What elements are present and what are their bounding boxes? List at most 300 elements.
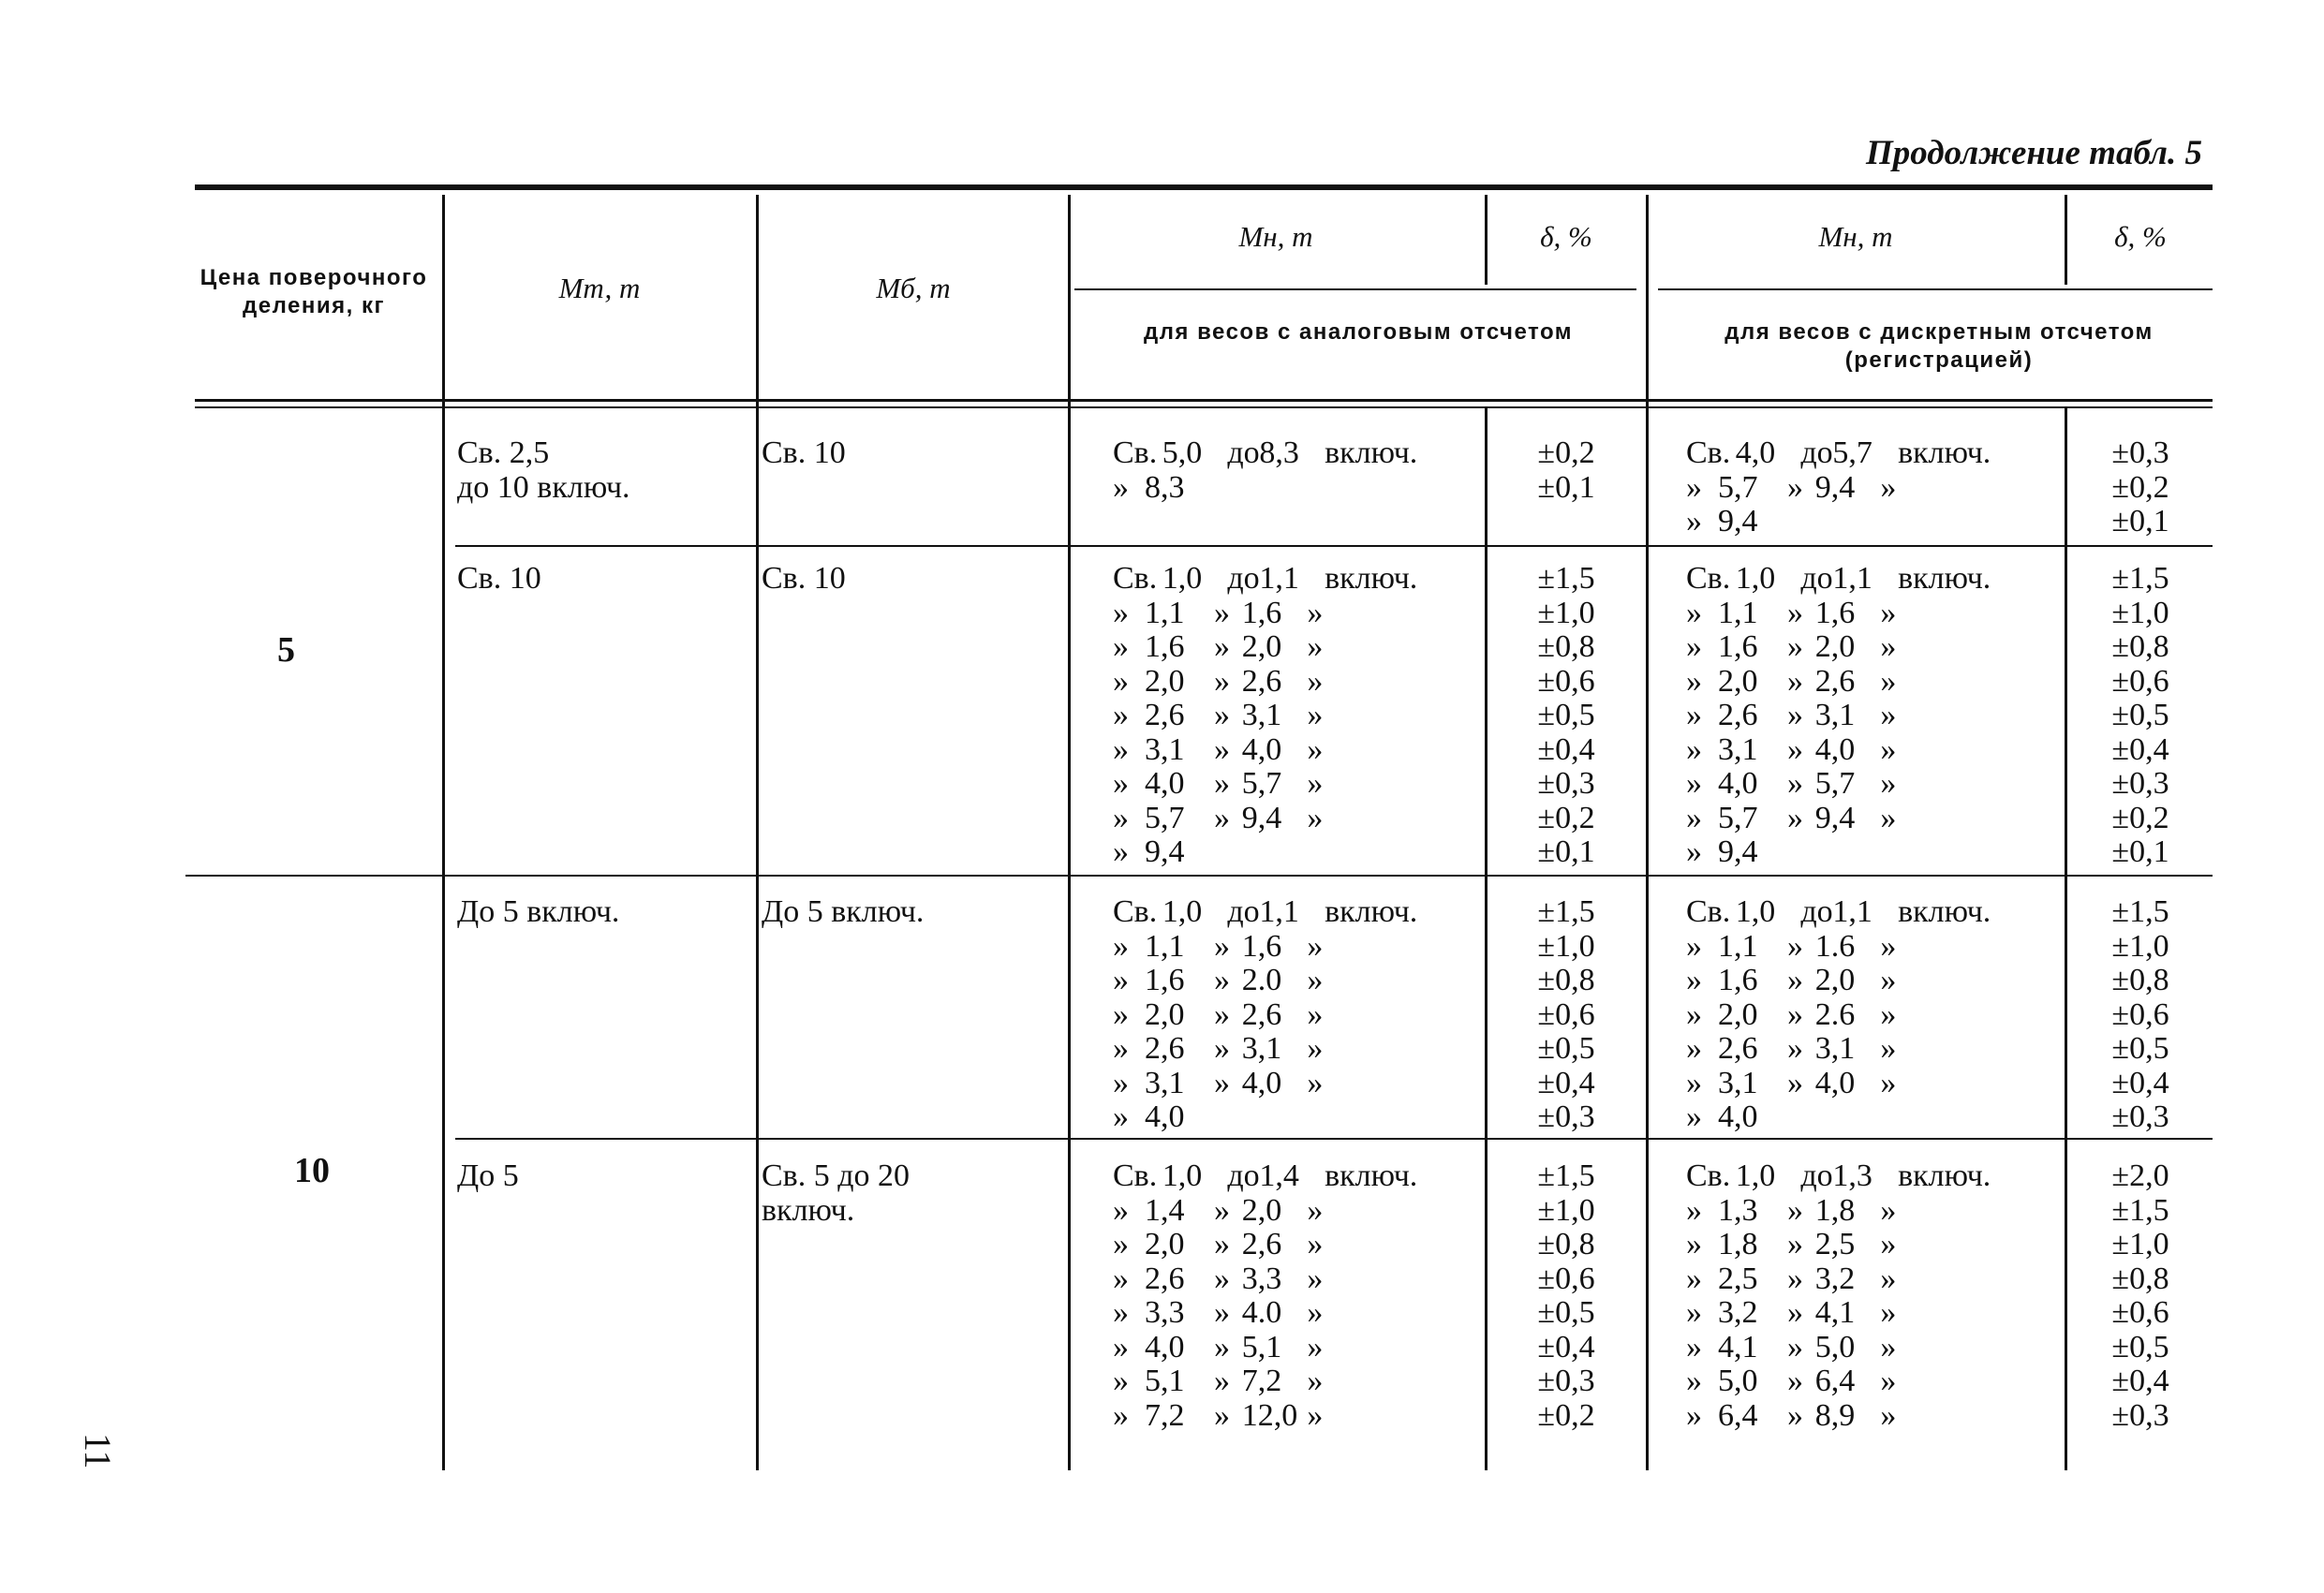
range-part: 4.0	[1241, 1295, 1282, 1330]
analog-delta-value: ±1,5	[1537, 561, 1595, 596]
discrete-mn-range	[1686, 1067, 1991, 1101]
discrete-mn-range	[1686, 1228, 1991, 1262]
range-part: 12,0	[1241, 1397, 1298, 1433]
discrete-delta-value: ±0,6	[2111, 663, 2169, 699]
range-part: 5,7	[1814, 766, 1856, 801]
range-part: »	[1686, 504, 1702, 538]
discrete-delta-cell	[2070, 436, 2211, 539]
range-part: »	[1686, 1261, 1702, 1296]
range-part: »	[1880, 663, 1897, 699]
range-part: 1,6	[1145, 629, 1185, 664]
analog-mn-range	[1113, 1296, 1417, 1331]
analog-delta-value: ±0,3	[1537, 1364, 1595, 1398]
range-part: до	[1800, 561, 1833, 596]
discrete-mn-range	[1686, 1331, 1991, 1365]
analog-mn-range	[1113, 964, 1417, 998]
range-part: »	[1686, 1364, 1702, 1398]
discrete-delta-value: ±0,4	[2111, 731, 2169, 767]
range-part: »	[1113, 1192, 1129, 1228]
range-part: »	[1213, 963, 1230, 997]
analog-delta-cell	[1491, 562, 1641, 870]
range-part: »	[1113, 800, 1129, 835]
col-divider-3	[1068, 195, 1071, 1470]
range-part: Св.	[1113, 894, 1158, 929]
analog-mn-range	[1113, 1100, 1417, 1135]
header-mid-rule-discrete	[1658, 288, 2213, 290]
header-group-analog: для весов с аналоговым отсчетом	[1143, 319, 1574, 345]
range-part: »	[1880, 1261, 1897, 1296]
range-part: »	[1880, 629, 1897, 664]
range-part: »	[1786, 1364, 1803, 1398]
analog-mn-range	[1113, 1194, 1417, 1229]
range-part: »	[1786, 1397, 1803, 1433]
analog-mn-range	[1113, 998, 1417, 1033]
analog-delta-value: ±0,1	[1537, 834, 1595, 869]
range-part: 1,4	[1259, 1158, 1299, 1193]
range-part: 5,7	[1718, 469, 1758, 505]
mb-cell	[762, 895, 924, 930]
header-mid-rule-analog	[1074, 288, 1636, 290]
discrete-delta-value: ±0,4	[2111, 1065, 2169, 1100]
range-part: »	[1213, 731, 1230, 767]
discrete-delta-value: ±2,0	[2111, 1158, 2169, 1193]
range-part: »	[1686, 834, 1702, 869]
discrete-delta-value: ±1,0	[2111, 595, 2169, 630]
range-part: »	[1686, 1065, 1702, 1100]
range-part: »	[1880, 595, 1897, 630]
range-part: »	[1307, 1227, 1324, 1261]
analog-mn-range	[1113, 1399, 1417, 1434]
discrete-delta-value: ±0,5	[2111, 1031, 2169, 1066]
range-part: до	[1800, 435, 1833, 470]
range-part: 4,0	[1145, 1329, 1185, 1364]
range-part: 3,3	[1145, 1295, 1185, 1330]
range-part: 4,0	[1814, 731, 1856, 767]
discrete-delta-value: ±0,8	[2111, 1261, 2169, 1296]
discrete-delta-value: ±0,3	[2111, 1397, 2169, 1433]
range-part: 5,0	[1718, 1364, 1758, 1398]
discrete-mn-range	[1686, 1262, 1991, 1297]
range-part: 2,6	[1241, 996, 1282, 1032]
range-part: 2,6	[1241, 663, 1282, 699]
range-part: »	[1880, 1192, 1897, 1228]
range-part: »	[1786, 1065, 1803, 1100]
range-part: »	[1213, 766, 1230, 801]
range-part: 9,4	[1241, 800, 1282, 835]
range-part: »	[1307, 1065, 1324, 1100]
analog-delta-value: ±0,6	[1537, 1261, 1595, 1296]
range-part: 1,6	[1145, 963, 1185, 997]
range-part: 8,9	[1814, 1397, 1856, 1433]
analog-mn-cell	[1113, 436, 1417, 505]
range-part: 4,0	[1241, 1065, 1282, 1100]
analog-mn-range	[1113, 1159, 1417, 1194]
range-part: 2,6	[1814, 663, 1856, 699]
range-part: »	[1213, 1329, 1230, 1364]
analog-mn-range	[1113, 802, 1417, 836]
range-part: до	[1227, 894, 1260, 929]
range-part: »	[1213, 928, 1230, 964]
analog-mn-range	[1113, 562, 1417, 597]
range-part: »	[1686, 731, 1702, 767]
range-part: включ.	[1325, 561, 1418, 596]
analog-delta-value: ±0,8	[1537, 1227, 1595, 1261]
discrete-mn-range	[1686, 895, 1991, 930]
range-part: 3,1	[1814, 698, 1856, 732]
range-part: 2,0	[1241, 629, 1282, 664]
mt-line: Св. 2,5	[457, 435, 550, 470]
range-part: 4,0	[1145, 766, 1185, 801]
range-part: 2,5	[1718, 1261, 1758, 1296]
range-part: 3,1	[1718, 1065, 1758, 1100]
discrete-delta-value: ±0,3	[2111, 766, 2169, 801]
range-part: 3,1	[1241, 1031, 1282, 1066]
range-part: 1,8	[1814, 1192, 1856, 1228]
range-part: 6,4	[1718, 1397, 1758, 1433]
range-part: 2,0	[1145, 663, 1185, 699]
header-delta-analog: δ, %	[1540, 220, 1592, 253]
range-part: »	[1113, 996, 1129, 1032]
range-part: »	[1113, 834, 1129, 869]
range-part: 4,0	[1718, 1099, 1758, 1134]
discrete-mn-range	[1686, 998, 1991, 1033]
range-part: 4,0	[1735, 435, 1776, 470]
mb-cell	[762, 1159, 910, 1228]
range-part: 1,0	[1162, 894, 1203, 929]
discrete-delta-value: ±0,4	[2111, 1364, 2169, 1398]
discrete-mn-range	[1686, 505, 1991, 539]
range-part: »	[1880, 698, 1897, 732]
range-part: 2,0	[1718, 663, 1758, 699]
range-part: 4,0	[1718, 766, 1758, 801]
discrete-mn-cell	[1686, 562, 1991, 870]
range-part: 2,0	[1718, 996, 1758, 1032]
range-part: 7,2	[1241, 1364, 1282, 1398]
range-part: »	[1113, 1329, 1129, 1364]
discrete-delta-value: ±0,2	[2111, 469, 2169, 505]
discrete-delta-value: ±1,5	[2111, 894, 2169, 929]
discrete-mn-cell	[1686, 895, 1991, 1135]
analog-delta-cell	[1491, 895, 1641, 1135]
range-part: »	[1786, 663, 1803, 699]
range-part: »	[1113, 1295, 1129, 1330]
range-part: 2,6	[1241, 1227, 1282, 1261]
range-part: »	[1880, 1295, 1897, 1330]
range-part: »	[1307, 1397, 1324, 1433]
range-part: 1.6	[1814, 928, 1856, 964]
discrete-delta-value: ±0,6	[2111, 996, 2169, 1032]
analog-delta-value: ±1,0	[1537, 928, 1595, 964]
range-part: 2,0	[1814, 629, 1856, 664]
discrete-mn-range	[1686, 665, 1991, 700]
range-part: »	[1307, 731, 1324, 767]
range-part: »	[1213, 1192, 1230, 1228]
range-part: 3,1	[1814, 1031, 1856, 1066]
range-part: 3,1	[1145, 731, 1185, 767]
range-part: 2,6	[1718, 1031, 1758, 1066]
range-part: 1,1	[1832, 561, 1873, 596]
range-part: »	[1686, 1295, 1702, 1330]
range-part: до	[1227, 435, 1260, 470]
range-part: »	[1686, 800, 1702, 835]
mb-line: включ.	[762, 1192, 855, 1228]
range-part: 1,4	[1145, 1192, 1185, 1228]
range-part: 2,6	[1718, 698, 1758, 732]
analog-mn-range	[1113, 1331, 1417, 1365]
range-part: »	[1686, 766, 1702, 801]
range-part: »	[1213, 595, 1230, 630]
analog-delta-value: ±0,2	[1537, 800, 1595, 835]
range-part: »	[1213, 1364, 1230, 1398]
col-divider-1	[442, 195, 445, 1470]
range-part: 2,0	[1145, 1227, 1185, 1261]
range-part: включ.	[1898, 435, 1991, 470]
analog-mn-range	[1113, 835, 1417, 870]
range-part: »	[1113, 469, 1129, 505]
range-part: »	[1786, 1192, 1803, 1228]
mt-line: Св. 10	[457, 561, 541, 596]
col-divider-5	[1646, 195, 1649, 1470]
row-sep-1	[455, 545, 2213, 547]
price-value-10: 10	[294, 1151, 330, 1190]
header-mb: Мб, т	[876, 272, 951, 304]
discrete-delta-value: ±0,6	[2111, 1295, 2169, 1330]
range-part: до	[1800, 1158, 1833, 1193]
range-part: 4,1	[1814, 1295, 1856, 1330]
range-part: включ.	[1325, 894, 1418, 929]
analog-delta-value: ±1,5	[1537, 894, 1595, 929]
range-part: »	[1786, 928, 1803, 964]
analog-delta-value: ±0,8	[1537, 629, 1595, 664]
range-part: »	[1686, 469, 1702, 505]
range-part: до	[1227, 561, 1260, 596]
range-part: 5,1	[1145, 1364, 1185, 1398]
range-part: »	[1213, 800, 1230, 835]
range-part: 1,1	[1832, 894, 1873, 929]
range-part: »	[1686, 595, 1702, 630]
discrete-mn-range	[1686, 630, 1991, 665]
range-part: Св.	[1686, 561, 1731, 596]
analog-delta-value: ±0,8	[1537, 963, 1595, 997]
range-part: »	[1307, 800, 1324, 835]
range-part: включ.	[1898, 561, 1991, 596]
range-part: »	[1880, 469, 1897, 505]
discrete-mn-range	[1686, 802, 1991, 836]
analog-mn-range	[1113, 1262, 1417, 1297]
table-caption: Продолжение табл. 5	[1866, 134, 2202, 172]
range-part: »	[1113, 595, 1129, 630]
discrete-delta-value: ±0,8	[2111, 629, 2169, 664]
discrete-mn-range	[1686, 964, 1991, 998]
range-part: 5,7	[1832, 435, 1873, 470]
price-value-5: 5	[277, 630, 295, 670]
analog-mn-range	[1113, 895, 1417, 930]
range-part: »	[1786, 698, 1803, 732]
range-part: 3,2	[1718, 1295, 1758, 1330]
discrete-mn-range	[1686, 1032, 1991, 1067]
analog-delta-value: ±0,5	[1537, 698, 1595, 732]
analog-delta-cell	[1491, 436, 1641, 505]
range-part: включ.	[1898, 894, 1991, 929]
range-part: 3,1	[1718, 731, 1758, 767]
range-part: 4,0	[1241, 731, 1282, 767]
range-part: »	[1307, 996, 1324, 1032]
analog-mn-cell	[1113, 895, 1417, 1135]
analog-delta-value: ±0,6	[1537, 996, 1595, 1032]
range-part: 1,1	[1145, 595, 1185, 630]
range-part: »	[1786, 1261, 1803, 1296]
analog-mn-range	[1113, 699, 1417, 733]
range-part: 5,1	[1241, 1329, 1282, 1364]
range-part: 1,1	[1718, 928, 1758, 964]
discrete-delta-value: ±0,1	[2111, 834, 2169, 869]
mb-line: Св. 5 до 20	[762, 1158, 910, 1193]
range-part: »	[1213, 1031, 1230, 1066]
range-part: 5,7	[1241, 766, 1282, 801]
mt-cell	[457, 436, 630, 505]
discrete-delta-value: ±0,3	[2111, 435, 2169, 470]
range-part: 9,4	[1814, 800, 1856, 835]
range-part: »	[1786, 963, 1803, 997]
analog-delta-value: ±0,2	[1537, 435, 1595, 470]
analog-delta-value: ±1,5	[1537, 1158, 1595, 1193]
range-part: »	[1213, 698, 1230, 732]
range-part: 1,1	[1259, 561, 1299, 596]
range-part: 1,3	[1718, 1192, 1758, 1228]
range-part: »	[1307, 1364, 1324, 1398]
mb-cell	[762, 562, 846, 597]
range-part: »	[1686, 698, 1702, 732]
range-part: 1,0	[1735, 894, 1776, 929]
mt-cell	[457, 895, 619, 930]
discrete-delta-value: ±0,5	[2111, 698, 2169, 732]
range-part: »	[1113, 1099, 1129, 1134]
discrete-mn-range	[1686, 562, 1991, 597]
range-part: 5,7	[1145, 800, 1185, 835]
range-part: 3,2	[1814, 1261, 1856, 1296]
range-part: »	[1213, 1261, 1230, 1296]
range-part: »	[1786, 1329, 1803, 1364]
mt-line: До 5 включ.	[457, 894, 620, 929]
mb-line: До 5 включ.	[762, 894, 925, 929]
mt-line: до 10 включ.	[457, 469, 630, 505]
range-part: 5,7	[1718, 800, 1758, 835]
range-part: включ.	[1898, 1158, 1991, 1193]
analog-mn-range	[1113, 733, 1417, 768]
analog-mn-cell	[1113, 1159, 1417, 1433]
range-part: 9,4	[1145, 834, 1185, 869]
range-part: »	[1880, 1031, 1897, 1066]
range-part: 1,6	[1241, 595, 1282, 630]
range-part: »	[1113, 928, 1129, 964]
range-part: »	[1880, 1329, 1897, 1364]
range-part: 1,6	[1718, 629, 1758, 664]
range-part: 2.0	[1241, 963, 1282, 997]
range-part: »	[1786, 595, 1803, 630]
discrete-delta-value: ±1,0	[2111, 928, 2169, 964]
analog-mn-range	[1113, 1067, 1417, 1101]
range-part: »	[1786, 731, 1803, 767]
range-part: 1,3	[1832, 1158, 1873, 1193]
range-part: 8,3	[1259, 435, 1299, 470]
range-part: »	[1307, 595, 1324, 630]
col-divider-4b	[1485, 408, 1488, 1470]
col-divider-4	[1485, 195, 1488, 285]
mb-line: Св. 10	[762, 561, 846, 596]
range-part: »	[1113, 731, 1129, 767]
analog-mn-range	[1113, 665, 1417, 700]
row-sep-3	[455, 1138, 2213, 1140]
discrete-delta-value: ±0,1	[2111, 504, 2169, 538]
range-part: »	[1880, 766, 1897, 801]
discrete-mn-cell	[1686, 436, 1991, 539]
discrete-delta-value: ±0,2	[2111, 800, 2169, 835]
analog-mn-range	[1113, 1228, 1417, 1262]
discrete-mn-range	[1686, 930, 1991, 965]
discrete-mn-range	[1686, 1399, 1991, 1434]
analog-delta-value: ±0,4	[1537, 1329, 1595, 1364]
range-part: »	[1880, 963, 1897, 997]
range-part: 3,3	[1241, 1261, 1282, 1296]
range-part: 1,6	[1718, 963, 1758, 997]
mb-line: Св. 10	[762, 435, 846, 470]
range-part: »	[1686, 1227, 1702, 1261]
range-part: »	[1880, 996, 1897, 1032]
range-part: »	[1686, 1329, 1702, 1364]
discrete-delta-cell	[2070, 562, 2211, 870]
analog-delta-cell	[1491, 1159, 1641, 1433]
range-part: »	[1113, 1065, 1129, 1100]
range-part: 2,5	[1814, 1227, 1856, 1261]
analog-delta-value: ±0,4	[1537, 731, 1595, 767]
range-part: »	[1307, 963, 1324, 997]
range-part: 1,0	[1162, 561, 1203, 596]
range-part: »	[1113, 963, 1129, 997]
range-part: »	[1786, 1227, 1803, 1261]
range-part: 1,1	[1718, 595, 1758, 630]
range-part: до	[1800, 894, 1833, 929]
discrete-delta-value: ±1,5	[2111, 1192, 2169, 1228]
row-sep-2	[185, 875, 2213, 877]
analog-delta-value: ±1,0	[1537, 595, 1595, 630]
analog-mn-range	[1113, 597, 1417, 631]
range-part: »	[1307, 698, 1324, 732]
range-part: »	[1307, 1295, 1324, 1330]
range-part: »	[1113, 1261, 1129, 1296]
header-delta-discrete: δ, %	[2114, 220, 2167, 253]
range-part: »	[1113, 629, 1129, 664]
range-part: »	[1307, 1329, 1324, 1364]
analog-delta-value: ±0,2	[1537, 1397, 1595, 1433]
discrete-mn-range	[1686, 597, 1991, 631]
range-part: »	[1307, 663, 1324, 699]
discrete-delta-value: ±0,8	[2111, 963, 2169, 997]
range-part: »	[1307, 1031, 1324, 1066]
analog-mn-range	[1113, 1364, 1417, 1399]
discrete-mn-range	[1686, 1194, 1991, 1229]
range-part: »	[1786, 1031, 1803, 1066]
range-part: »	[1307, 766, 1324, 801]
range-part: »	[1686, 1099, 1702, 1134]
header-mt: Мт, т	[558, 272, 641, 304]
range-part: 3,1	[1145, 1065, 1185, 1100]
range-part: 1,0	[1162, 1158, 1203, 1193]
range-part: »	[1880, 1397, 1897, 1433]
range-part: Св.	[1686, 1158, 1731, 1193]
analog-delta-value: ±1,0	[1537, 1192, 1595, 1228]
range-part: 2,0	[1241, 1192, 1282, 1228]
analog-delta-value: ±0,4	[1537, 1065, 1595, 1100]
